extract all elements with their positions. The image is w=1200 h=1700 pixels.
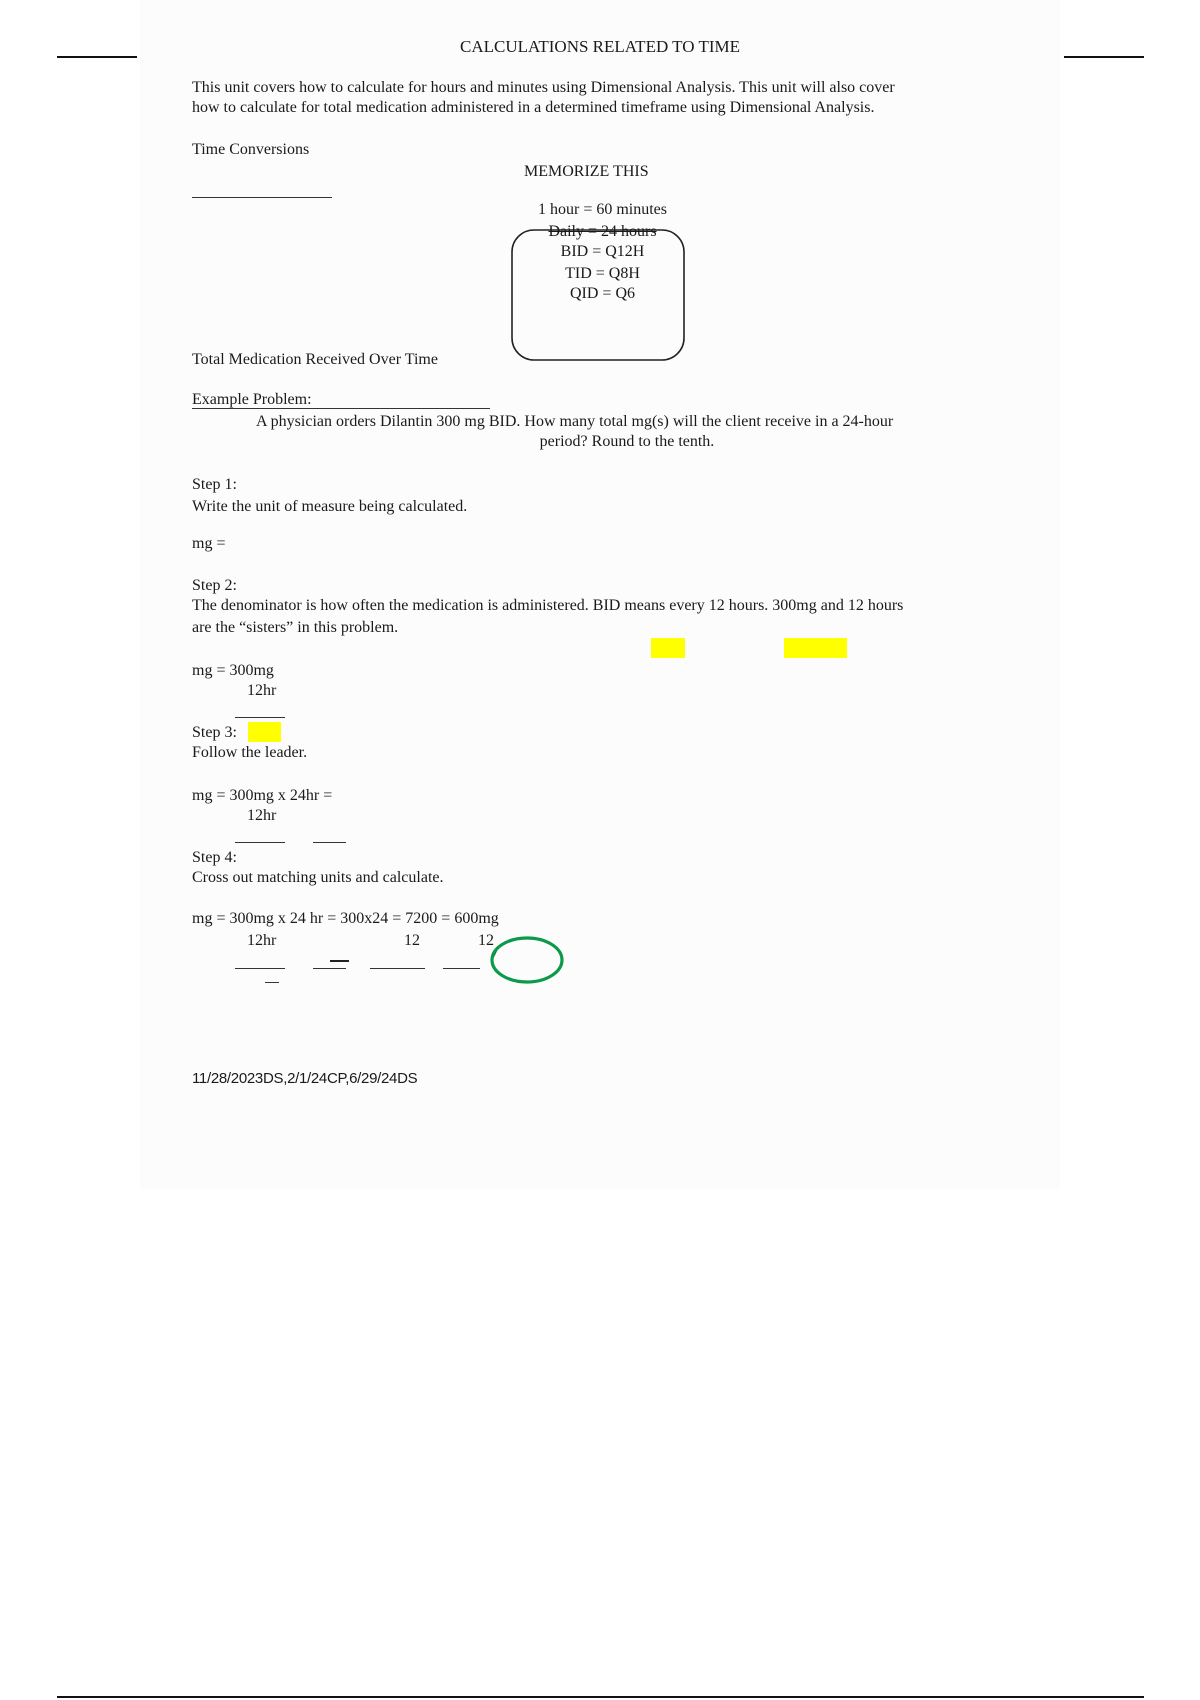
fraction-line [313, 842, 346, 843]
total-medication-heading: Total Medication Received Over Time [192, 351, 438, 368]
step-1-text: Write the unit of measure being calculated. [192, 498, 468, 515]
step-2-equation-denominator: 12hr [247, 682, 277, 699]
highlight-mark [651, 638, 685, 658]
time-conversions-heading: Time Conversions [192, 141, 310, 158]
conversion-3: BID = Q12H [560, 243, 645, 260]
fraction-line [235, 842, 285, 843]
highlight-mark [248, 722, 281, 742]
conversion-2: Daily = 24 hours [548, 223, 657, 240]
fraction-line [370, 968, 425, 969]
intro-line-2: how to calculate for total medication administered in a determined timeframe using Dimensional Analysis. [192, 99, 875, 116]
step-3-equation-denominator: 12hr [247, 807, 277, 824]
step-3-equation-numerator: mg = 300mg x 24hr = [192, 787, 333, 804]
step-4-denominator-1: 12hr [247, 932, 277, 949]
fraction-line [330, 960, 349, 962]
step-4-text: Cross out matching units and calculate. [192, 869, 444, 886]
step-1-equation: mg = [192, 535, 226, 552]
step-3-label: Step 3: [192, 724, 237, 741]
example-underline [192, 408, 490, 409]
conversion-1: 1 hour = 60 minutes [537, 201, 667, 218]
conversion-4: TID = Q8H [565, 265, 640, 282]
fraction-line [443, 968, 480, 969]
step-2-equation-numerator: mg = 300mg [192, 662, 274, 679]
highlight-mark [784, 638, 847, 658]
example-line-2: period? Round to the tenth. [539, 433, 715, 450]
step-2-label: Step 2: [192, 577, 237, 594]
step-2-text-2: are the “sisters” in this problem. [192, 619, 399, 636]
revision-dates: 11/28/2023DS,2/1/24CP,6/29/24DS [192, 1070, 418, 1087]
example-line-1: A physician orders Dilantin 300 mg BID. How many total mg(s) will the client receive in a 24-hour [256, 413, 894, 430]
fraction-line [265, 982, 279, 983]
step-4-label: Step 4: [192, 849, 237, 866]
step-4-equation-numerator: mg = 300mg x 24 hr = 300x24 = 7200 = 600mg [192, 910, 499, 927]
memorize-label: MEMORIZE THIS [524, 163, 649, 180]
conversion-5: QID = Q6 [569, 285, 635, 302]
intro-line-1: This unit covers how to calculate for hours and minutes using Dimensional Analysis. This unit will also cover [192, 79, 895, 96]
fraction-line [235, 717, 285, 718]
fraction-line [235, 968, 285, 969]
example-label: Example Problem: [192, 391, 312, 408]
page-title: CALCULATIONS RELATED TO TIME [459, 37, 741, 56]
fraction-line [313, 968, 346, 969]
answer-circle [487, 934, 567, 986]
footer-rule [57, 1696, 1144, 1698]
time-conversions-blank-line [192, 197, 332, 198]
step-4-denominator-2: 12 [404, 932, 420, 949]
step-3-text: Follow the leader. [192, 744, 308, 761]
step-4-denominator-3: 12 [478, 932, 494, 949]
step-1-label: Step 1: [192, 476, 237, 493]
step-2-text-1: The denominator is how often the medication is administered. BID means every 12 hours. 300mg and 12 hours [192, 597, 904, 614]
